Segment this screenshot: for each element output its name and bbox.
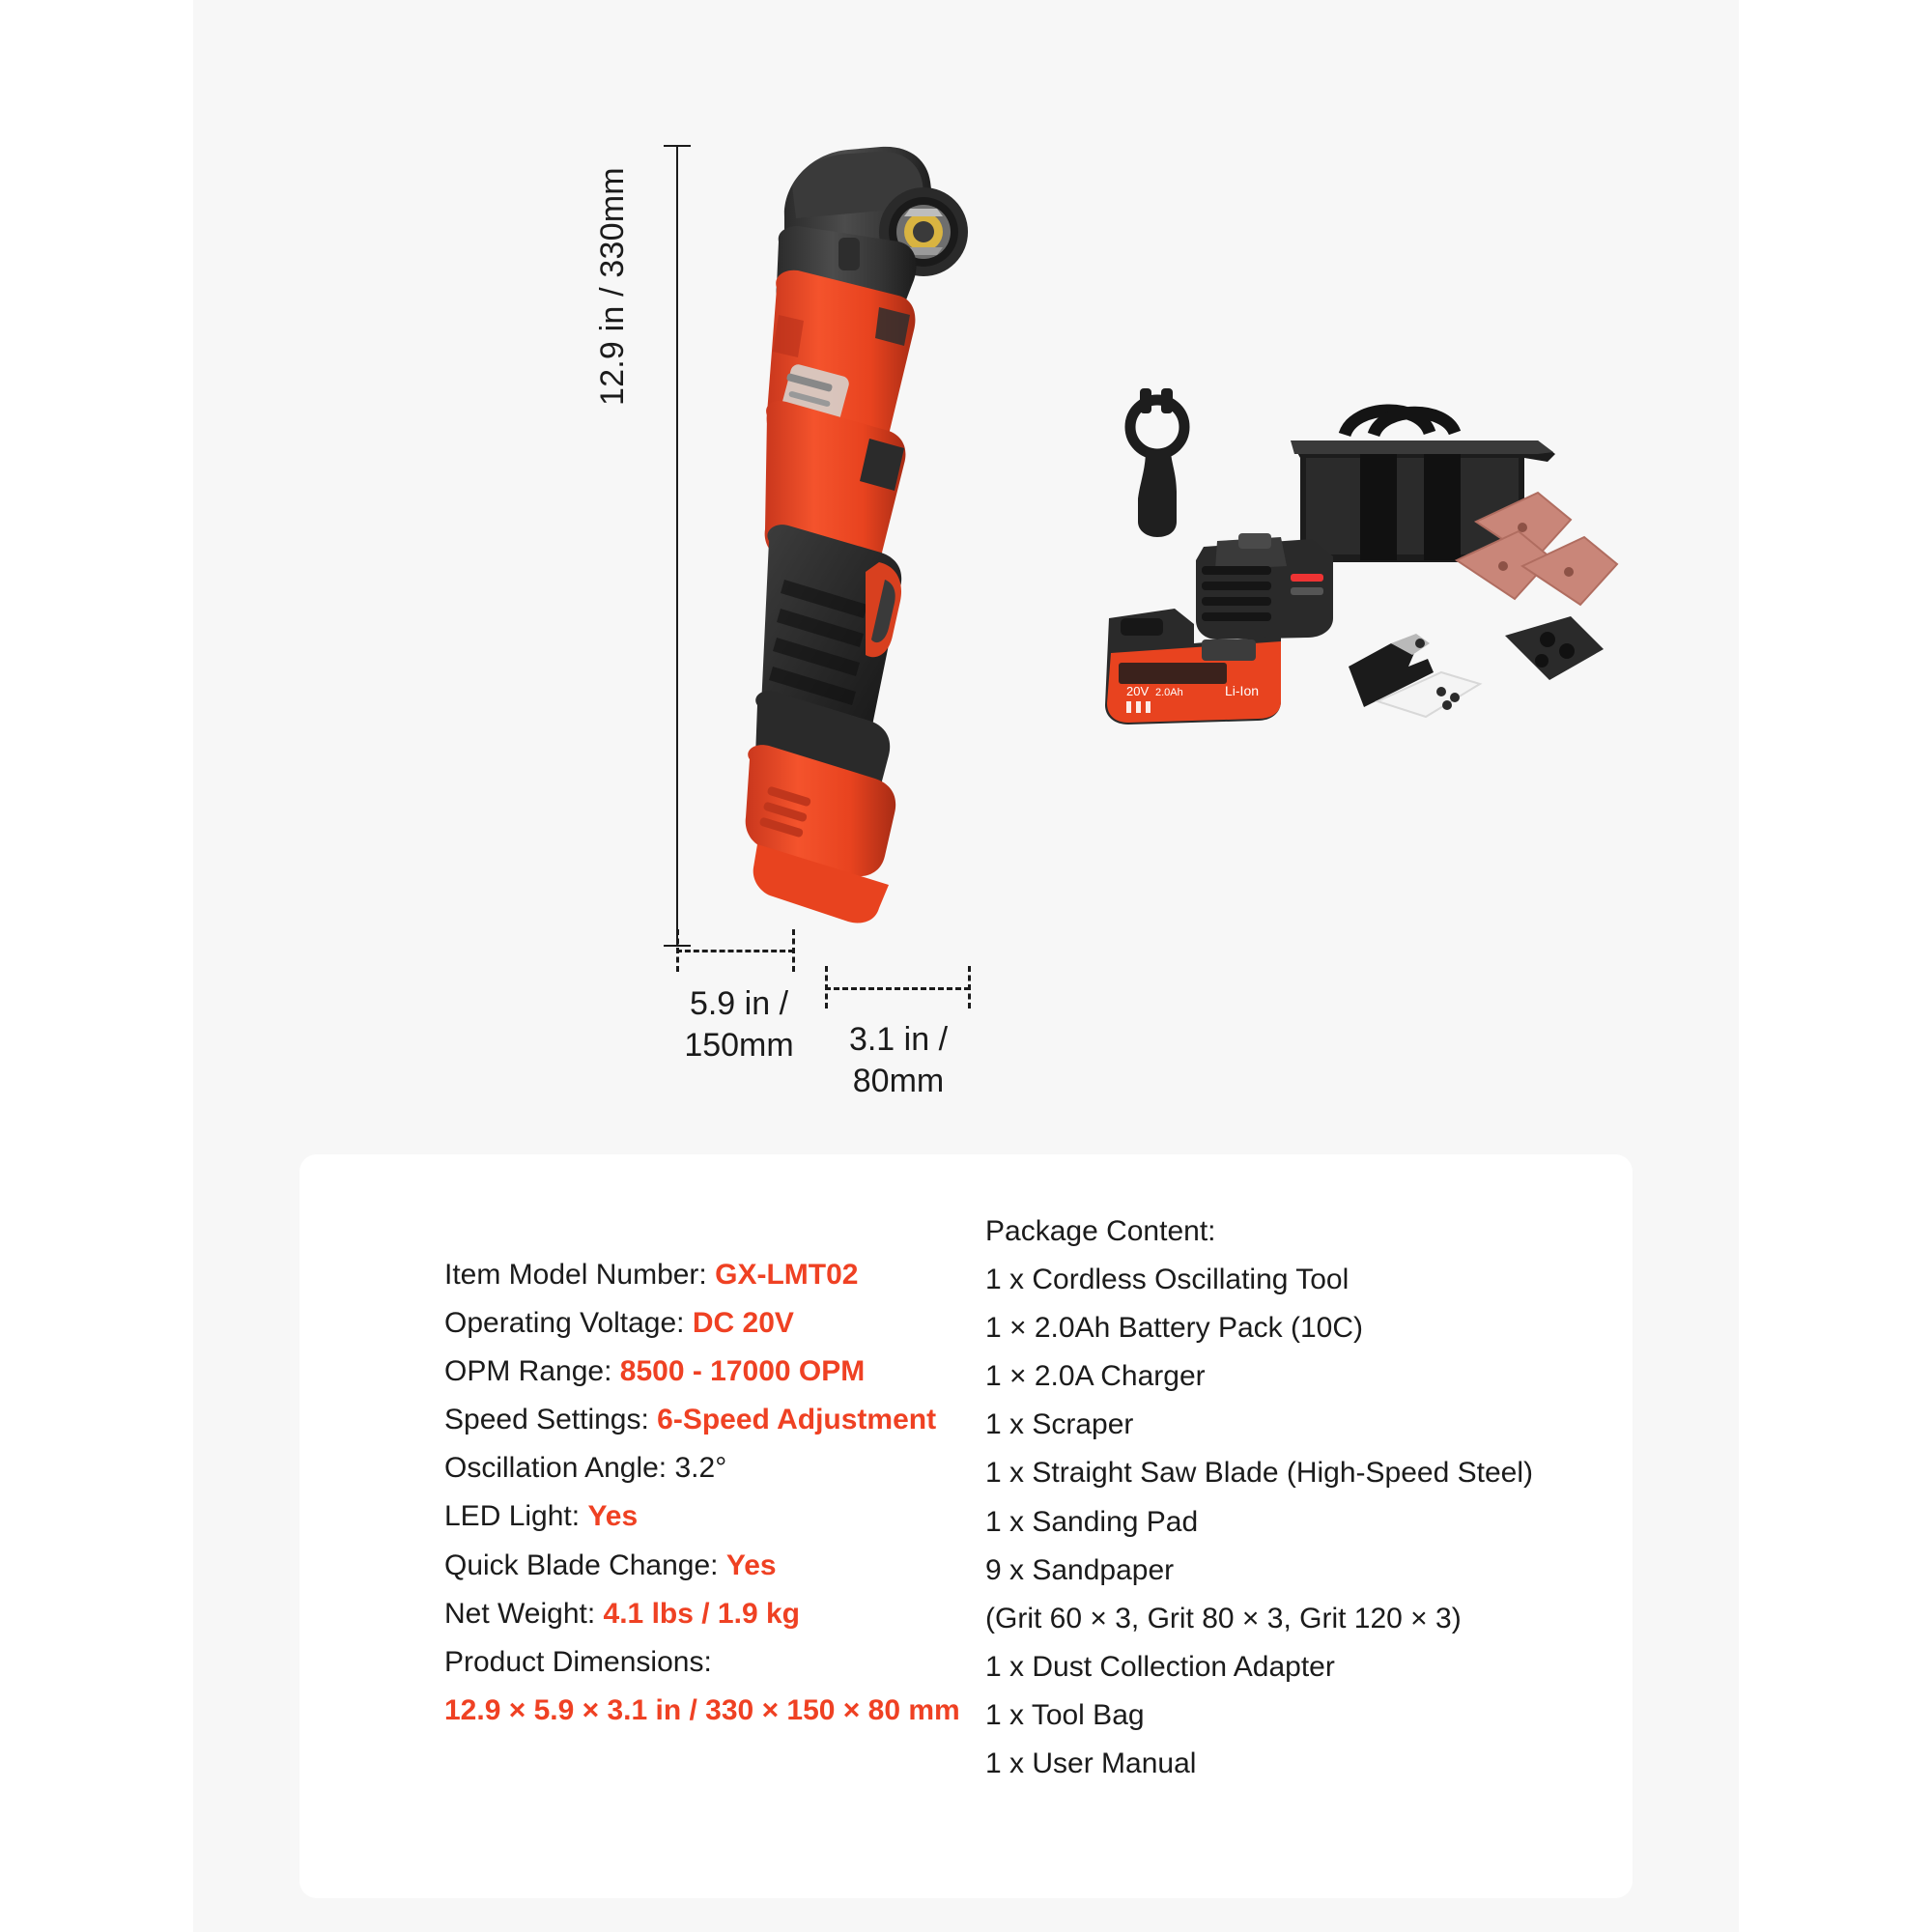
specifications-column bbox=[357, 1208, 960, 1845]
package-item: 1 x Sanding Pad bbox=[985, 1505, 1199, 1538]
spec-row-dimensions bbox=[444, 1638, 956, 1687]
spec-value: 8500 - 17000 OPM bbox=[619, 1355, 866, 1388]
spec-row bbox=[444, 1299, 956, 1348]
spec-value: 4.1 lbs / 1.9 kg bbox=[603, 1597, 800, 1630]
spec-row bbox=[444, 1444, 956, 1492]
spec-label: Operating Voltage: bbox=[444, 1307, 685, 1340]
specification-card bbox=[299, 1154, 1633, 1898]
spec-row bbox=[444, 1492, 956, 1541]
battery-voltage-badge: 20V bbox=[1126, 684, 1150, 698]
width-dimension-label: 3.1 in / 80mm bbox=[848, 1021, 949, 1099]
spec-row bbox=[444, 1251, 956, 1299]
package-item: 1 x User Manual bbox=[985, 1747, 1197, 1780]
depth-dimension-left-tick bbox=[676, 929, 679, 972]
spec-value: 6-Speed Adjustment bbox=[657, 1404, 937, 1436]
package-content-title: Package Content: bbox=[985, 1215, 1216, 1247]
spec-label: Product Dimensions: bbox=[444, 1645, 712, 1678]
package-item: 1 x Straight Saw Blade (High-Speed Steel) bbox=[985, 1457, 1533, 1490]
spec-value: DC 20V bbox=[692, 1307, 794, 1340]
spec-label: Oscillation Angle: bbox=[444, 1452, 668, 1485]
spec-value: Yes bbox=[587, 1500, 639, 1533]
charger-illustration bbox=[1196, 533, 1333, 639]
package-item-detail: (Grit 60 × 3, Grit 80 × 3, Grit 120 × 3) bbox=[985, 1602, 1462, 1634]
height-dimension-label: 12.9 in / 330mm bbox=[594, 167, 631, 406]
depth-dimension-label: 5.9 in / 150mm bbox=[684, 985, 794, 1064]
package-item: 1 x Scraper bbox=[985, 1408, 1134, 1441]
spec-label: OPM Range: bbox=[444, 1355, 612, 1388]
package-item: 9 x Sandpaper bbox=[985, 1553, 1175, 1586]
width-dimension-left-tick bbox=[825, 966, 828, 1009]
package-item: 1 x Dust Collection Adapter bbox=[985, 1650, 1335, 1683]
spec-value: Yes bbox=[725, 1548, 777, 1581]
package-content-column bbox=[956, 1208, 1575, 1845]
package-item: 1 x Cordless Oscillating Tool bbox=[985, 1264, 1350, 1296]
spec-dimensions-value: 12.9 × 5.9 × 3.1 in / 330 × 150 × 80 mm bbox=[444, 1693, 960, 1726]
spec-row bbox=[444, 1590, 956, 1638]
spec-label: Quick Blade Change: bbox=[444, 1548, 719, 1581]
spec-row bbox=[444, 1348, 956, 1396]
sanding-pad-illustration bbox=[1505, 616, 1604, 680]
dust-collection-adapter-illustration bbox=[1130, 388, 1184, 537]
width-dimension-dashed-line bbox=[825, 987, 970, 990]
depth-dimension-dashed-line bbox=[676, 950, 794, 952]
battery-capacity-badge: 2.0Ah bbox=[1155, 687, 1183, 698]
height-dimension-line bbox=[676, 145, 678, 947]
spec-row bbox=[444, 1542, 956, 1590]
package-item: 1 × 2.0A Charger bbox=[985, 1360, 1206, 1393]
oscillating-tool-illustration bbox=[734, 126, 1072, 947]
spec-value: GX-LMT02 bbox=[715, 1259, 859, 1291]
spec-label: Net Weight: bbox=[444, 1597, 596, 1630]
spec-label: Item Model Number: bbox=[444, 1259, 707, 1291]
spec-value: 3.2° bbox=[674, 1452, 727, 1485]
spec-row bbox=[444, 1396, 956, 1444]
width-dimension-right-tick bbox=[968, 966, 971, 1009]
dimension-diagram bbox=[193, 0, 1739, 1140]
accessory-kit-illustration bbox=[1101, 377, 1719, 782]
spec-label: LED Light: bbox=[444, 1500, 581, 1533]
package-item: 1 × 2.0Ah Battery Pack (10C) bbox=[985, 1312, 1364, 1345]
package-item: 1 x Tool Bag bbox=[985, 1698, 1145, 1731]
spec-label: Speed Settings: bbox=[444, 1404, 649, 1436]
depth-dimension-right-tick bbox=[792, 929, 795, 972]
battery-chemistry-badge: Li-Ion bbox=[1225, 683, 1260, 698]
